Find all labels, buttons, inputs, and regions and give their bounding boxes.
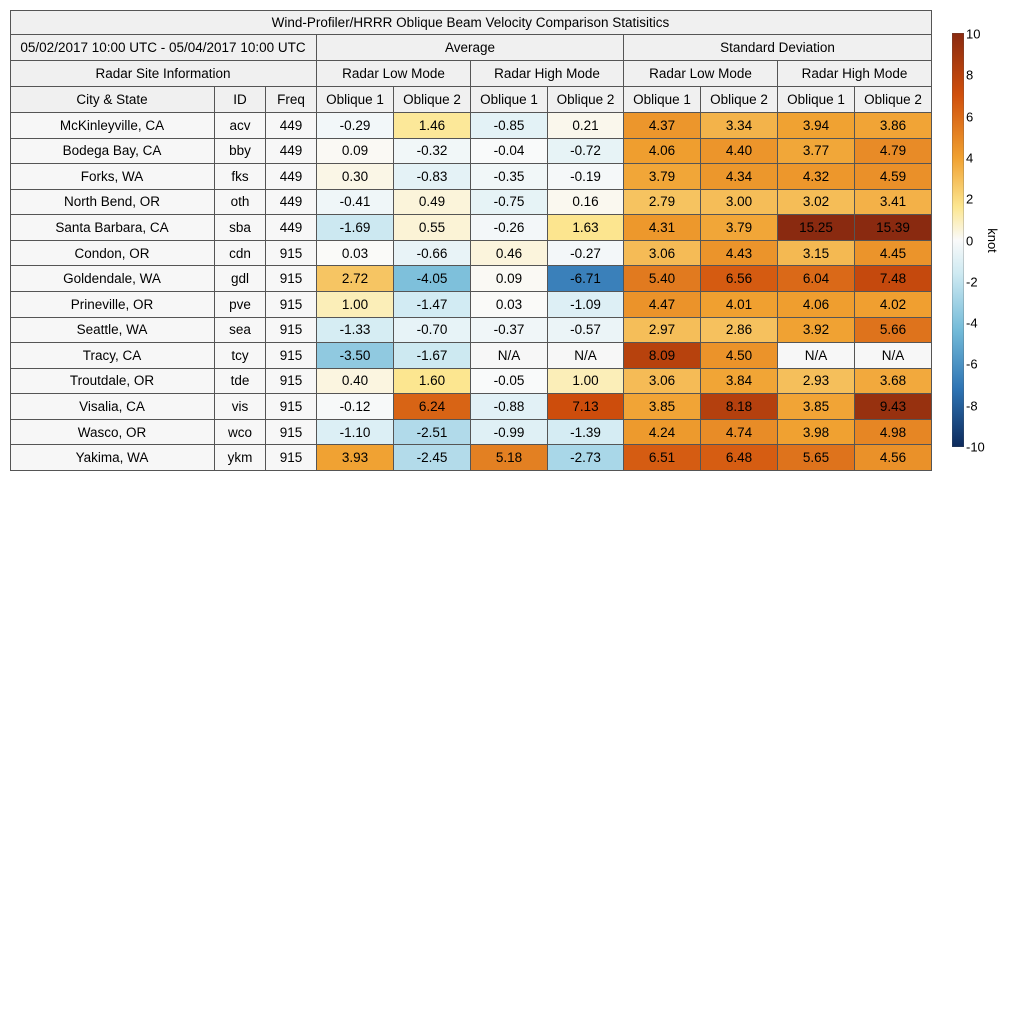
value-cell: 4.56	[855, 445, 932, 471]
value-cell: 3.41	[855, 190, 932, 216]
colorbar-tick-label: -10	[966, 439, 985, 455]
column-header: Oblique 1	[624, 87, 701, 113]
colorbar-tick-label: 2	[966, 191, 974, 207]
column-header: ID	[215, 87, 266, 113]
value-cell: 8.09	[624, 343, 701, 369]
period-label: 05/02/2017 10:00 UTC - 05/04/2017 10:00 UTC	[10, 35, 317, 61]
column-header: Oblique 1	[471, 87, 548, 113]
std-low-mode-header: Radar Low Mode	[624, 61, 778, 87]
value-cell: -0.27	[548, 241, 624, 267]
site-id-cell: pve	[215, 292, 266, 318]
std-high-mode-header: Radar High Mode	[778, 61, 932, 87]
value-cell: -0.66	[394, 241, 471, 267]
value-cell: 3.15	[778, 241, 855, 267]
value-cell: -0.83	[394, 164, 471, 190]
site-info-header: Radar Site Information	[10, 61, 317, 87]
column-header: Oblique 2	[394, 87, 471, 113]
value-cell: -0.57	[548, 318, 624, 344]
value-cell: -1.69	[317, 215, 394, 241]
site-freq-cell: 915	[266, 420, 317, 446]
value-cell: 0.21	[548, 113, 624, 139]
value-cell: 4.31	[624, 215, 701, 241]
site-id-cell: fks	[215, 164, 266, 190]
value-cell: 1.60	[394, 369, 471, 395]
site-city-cell: McKinleyville, CA	[10, 113, 215, 139]
value-cell: 5.66	[855, 318, 932, 344]
site-freq-cell: 915	[266, 343, 317, 369]
value-cell: -0.12	[317, 394, 394, 420]
value-cell: -1.47	[394, 292, 471, 318]
value-cell: 0.09	[317, 139, 394, 165]
site-id-cell: oth	[215, 190, 266, 216]
site-id-cell: cdn	[215, 241, 266, 267]
avg-high-mode-header: Radar High Mode	[471, 61, 624, 87]
value-cell: 1.46	[394, 113, 471, 139]
colorbar-gradient	[952, 33, 964, 447]
value-cell: 4.47	[624, 292, 701, 318]
value-cell: -0.35	[471, 164, 548, 190]
value-cell: 4.40	[701, 139, 778, 165]
std-dev-header: Standard Deviation	[624, 35, 932, 61]
value-cell: 3.79	[701, 215, 778, 241]
value-cell: 3.93	[317, 445, 394, 471]
value-cell: 1.63	[548, 215, 624, 241]
value-cell: 4.01	[701, 292, 778, 318]
value-cell: -0.85	[471, 113, 548, 139]
value-cell: 6.48	[701, 445, 778, 471]
colorbar-tick-label: 0	[966, 233, 974, 248]
site-city-cell: Santa Barbara, CA	[10, 215, 215, 241]
value-cell: 0.55	[394, 215, 471, 241]
value-cell: 3.85	[624, 394, 701, 420]
value-cell: -0.05	[471, 369, 548, 395]
value-cell: 3.06	[624, 369, 701, 395]
table-title: Wind-Profiler/HRRR Oblique Beam Velocity Comparison Statisitics	[10, 10, 932, 35]
value-cell: 2.97	[624, 318, 701, 344]
site-city-cell: Wasco, OR	[10, 420, 215, 446]
site-freq-cell: 449	[266, 215, 317, 241]
value-cell: 3.85	[778, 394, 855, 420]
value-cell: -1.39	[548, 420, 624, 446]
value-cell: -0.70	[394, 318, 471, 344]
site-city-cell: Forks, WA	[10, 164, 215, 190]
value-cell: -1.10	[317, 420, 394, 446]
value-cell: 4.06	[624, 139, 701, 165]
value-cell: 3.06	[624, 241, 701, 267]
site-city-cell: Condon, OR	[10, 241, 215, 267]
value-cell: 3.02	[778, 190, 855, 216]
site-id-cell: sba	[215, 215, 266, 241]
value-cell: 3.98	[778, 420, 855, 446]
column-header: City & State	[10, 87, 215, 113]
value-cell: -0.19	[548, 164, 624, 190]
value-cell: 4.79	[855, 139, 932, 165]
value-cell: 4.24	[624, 420, 701, 446]
value-cell: 7.48	[855, 266, 932, 292]
site-city-cell: Seattle, WA	[10, 318, 215, 344]
colorbar-tick-label: 8	[966, 67, 974, 83]
colorbar-tick-label: 4	[966, 150, 974, 166]
site-freq-cell: 449	[266, 190, 317, 216]
avg-low-mode-header: Radar Low Mode	[317, 61, 471, 87]
site-freq-cell: 915	[266, 369, 317, 395]
value-cell: 0.30	[317, 164, 394, 190]
site-freq-cell: 449	[266, 139, 317, 165]
value-cell: 1.00	[548, 369, 624, 395]
value-cell: 4.43	[701, 241, 778, 267]
value-cell: -1.33	[317, 318, 394, 344]
colorbar-tick-label: -8	[966, 398, 978, 414]
colorbar-unit-label: knot	[984, 228, 1000, 253]
value-cell: 4.50	[701, 343, 778, 369]
value-cell: 4.59	[855, 164, 932, 190]
column-header: Oblique 2	[855, 87, 932, 113]
value-cell: 0.03	[317, 241, 394, 267]
site-id-cell: gdl	[215, 266, 266, 292]
site-freq-cell: 915	[266, 266, 317, 292]
site-city-cell: Yakima, WA	[10, 445, 215, 471]
value-cell: 2.93	[778, 369, 855, 395]
value-cell: 2.86	[701, 318, 778, 344]
value-cell: 3.86	[855, 113, 932, 139]
site-freq-cell: 449	[266, 164, 317, 190]
site-id-cell: acv	[215, 113, 266, 139]
site-id-cell: vis	[215, 394, 266, 420]
value-cell: -2.73	[548, 445, 624, 471]
value-cell: N/A	[548, 343, 624, 369]
value-cell: -0.75	[471, 190, 548, 216]
value-cell: -0.72	[548, 139, 624, 165]
site-city-cell: Troutdale, OR	[10, 369, 215, 395]
site-city-cell: Tracy, CA	[10, 343, 215, 369]
value-cell: -2.45	[394, 445, 471, 471]
column-header: Oblique 2	[548, 87, 624, 113]
value-cell: 4.37	[624, 113, 701, 139]
site-city-cell: North Bend, OR	[10, 190, 215, 216]
value-cell: 0.40	[317, 369, 394, 395]
column-header: Oblique 1	[317, 87, 394, 113]
value-cell: -0.41	[317, 190, 394, 216]
value-cell: 0.16	[548, 190, 624, 216]
value-cell: 15.39	[855, 215, 932, 241]
average-header: Average	[317, 35, 624, 61]
value-cell: 0.46	[471, 241, 548, 267]
value-cell: -0.88	[471, 394, 548, 420]
value-cell: -0.37	[471, 318, 548, 344]
value-cell: 5.18	[471, 445, 548, 471]
colorbar-tick-label: -4	[966, 315, 978, 331]
value-cell: -0.26	[471, 215, 548, 241]
value-cell: 3.94	[778, 113, 855, 139]
value-cell: 5.40	[624, 266, 701, 292]
value-cell: 6.51	[624, 445, 701, 471]
value-cell: 6.56	[701, 266, 778, 292]
column-header: Oblique 1	[778, 87, 855, 113]
value-cell: 3.68	[855, 369, 932, 395]
value-cell: 6.24	[394, 394, 471, 420]
value-cell: 0.09	[471, 266, 548, 292]
value-cell: N/A	[471, 343, 548, 369]
site-freq-cell: 915	[266, 241, 317, 267]
value-cell: 9.43	[855, 394, 932, 420]
site-city-cell: Bodega Bay, CA	[10, 139, 215, 165]
value-cell: -1.09	[548, 292, 624, 318]
value-cell: 4.32	[778, 164, 855, 190]
site-city-cell: Goldendale, WA	[10, 266, 215, 292]
site-freq-cell: 915	[266, 445, 317, 471]
value-cell: 5.65	[778, 445, 855, 471]
value-cell: 4.34	[701, 164, 778, 190]
site-city-cell: Visalia, CA	[10, 394, 215, 420]
value-cell: 4.06	[778, 292, 855, 318]
value-cell: -0.99	[471, 420, 548, 446]
value-cell: 4.02	[855, 292, 932, 318]
comparison-table	[10, 10, 932, 471]
value-cell: 6.04	[778, 266, 855, 292]
value-cell: 0.03	[471, 292, 548, 318]
colorbar-tick-label: 6	[966, 109, 974, 125]
column-header: Oblique 2	[701, 87, 778, 113]
site-id-cell: wco	[215, 420, 266, 446]
site-freq-cell: 915	[266, 292, 317, 318]
value-cell: 4.74	[701, 420, 778, 446]
value-cell: -1.67	[394, 343, 471, 369]
colorbar	[952, 26, 1000, 455]
site-freq-cell: 915	[266, 394, 317, 420]
value-cell: 15.25	[778, 215, 855, 241]
colorbar-tick-label: 10	[966, 26, 981, 42]
value-cell: 3.34	[701, 113, 778, 139]
value-cell: 3.92	[778, 318, 855, 344]
value-cell: 1.00	[317, 292, 394, 318]
column-header: Freq	[266, 87, 317, 113]
value-cell: -0.32	[394, 139, 471, 165]
value-cell: 4.98	[855, 420, 932, 446]
value-cell: -4.05	[394, 266, 471, 292]
value-cell: 2.72	[317, 266, 394, 292]
value-cell: 3.79	[624, 164, 701, 190]
site-id-cell: bby	[215, 139, 266, 165]
site-freq-cell: 449	[266, 113, 317, 139]
value-cell: -3.50	[317, 343, 394, 369]
colorbar-tick-label: -6	[966, 356, 978, 372]
value-cell: 0.49	[394, 190, 471, 216]
value-cell: -0.04	[471, 139, 548, 165]
site-id-cell: ykm	[215, 445, 266, 471]
value-cell: 3.00	[701, 190, 778, 216]
site-id-cell: tcy	[215, 343, 266, 369]
value-cell: -0.29	[317, 113, 394, 139]
value-cell: 3.77	[778, 139, 855, 165]
value-cell: -2.51	[394, 420, 471, 446]
site-id-cell: tde	[215, 369, 266, 395]
value-cell: 3.84	[701, 369, 778, 395]
value-cell: N/A	[855, 343, 932, 369]
value-cell: N/A	[778, 343, 855, 369]
site-freq-cell: 915	[266, 318, 317, 344]
value-cell: 4.45	[855, 241, 932, 267]
value-cell: 7.13	[548, 394, 624, 420]
site-id-cell: sea	[215, 318, 266, 344]
value-cell: -6.71	[548, 266, 624, 292]
site-city-cell: Prineville, OR	[10, 292, 215, 318]
colorbar-tick-label: -2	[966, 274, 978, 290]
value-cell: 2.79	[624, 190, 701, 216]
value-cell: 8.18	[701, 394, 778, 420]
